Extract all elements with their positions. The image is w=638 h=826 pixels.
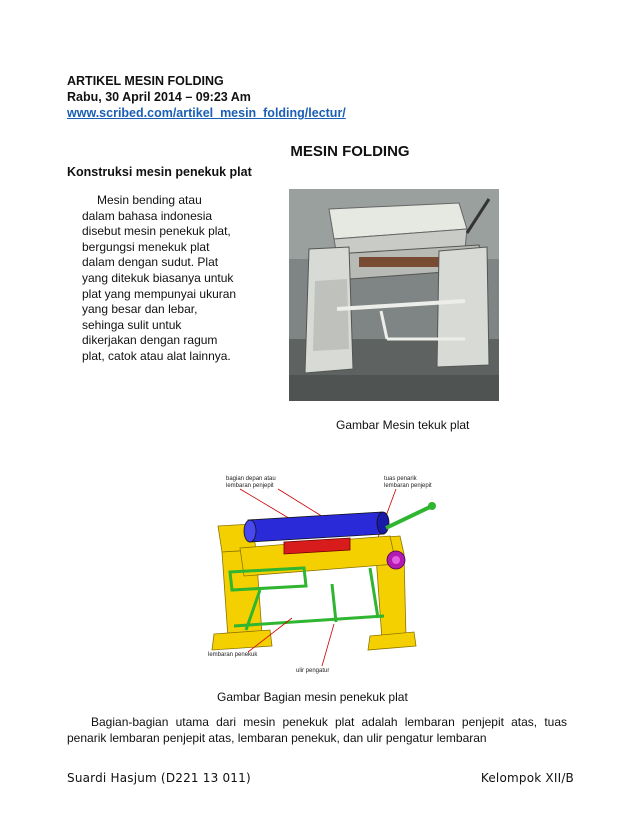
- intro-line: Mesin bending atau: [97, 193, 202, 207]
- page-title: MESIN FOLDING: [290, 143, 410, 160]
- intro-line: plat yang mempunyai ukuran: [82, 286, 237, 301]
- intro-line: plat, catok atau alat lainnya.: [82, 348, 231, 363]
- intro-line: yang ditekuk biasanya untuk: [82, 270, 234, 285]
- label-handle-2: lembaran penjepit: [384, 483, 432, 489]
- machine-parts-diagram: [200, 468, 448, 678]
- intro-paragraph: [82, 193, 267, 365]
- intro-line: disebut mesin penekuk plat,: [82, 224, 231, 239]
- footer-group: Kelompok XII/B: [480, 771, 574, 785]
- figure-caption-diagram: Gambar Bagian mesin penekuk plat: [217, 690, 408, 704]
- label-screw: ulir pengatur: [296, 668, 330, 674]
- article-title: ARTIKEL MESIN FOLDING: [67, 74, 224, 88]
- intro-line: bergungsi menekuk plat: [82, 239, 210, 254]
- figure-caption-photo: Gambar Mesin tekuk plat: [336, 418, 470, 432]
- label-sheet: lembaran penekuk: [208, 652, 258, 658]
- source-link[interactable]: www.scribed.com/artikel_mesin_folding/lectur/: [67, 106, 346, 120]
- article-date: Rabu, 30 April 2014 – 09:23 Am: [67, 90, 251, 104]
- section-heading: Konstruksi mesin penekuk plat: [67, 165, 252, 179]
- label-handle: tuas penarik: [384, 476, 417, 482]
- intro-line: dikerjakan dengan ragum: [82, 333, 218, 348]
- footer-author: Suardi Hasjum (D221 13 011): [67, 771, 251, 785]
- body-paragraph: Bagian-bagian utama dari mesin penekuk plat adalah lembaran penjepit atas, tuas penarik lembaran penjepit atas, lembaran penekuk, dan ulir pengatur lembaran: [67, 715, 567, 745]
- intro-line: dalam dengan sudut. Plat: [82, 255, 219, 270]
- intro-line: sehinga sulit untuk: [82, 317, 182, 332]
- intro-line: yang besar dan lebar,: [82, 302, 198, 317]
- label-front-clamp-2: lembaran penjepit: [226, 483, 274, 489]
- label-front-clamp: bagian depan atau: [226, 476, 276, 482]
- machine-photo: [289, 189, 499, 401]
- intro-line: dalam bahasa indonesia: [82, 208, 213, 223]
